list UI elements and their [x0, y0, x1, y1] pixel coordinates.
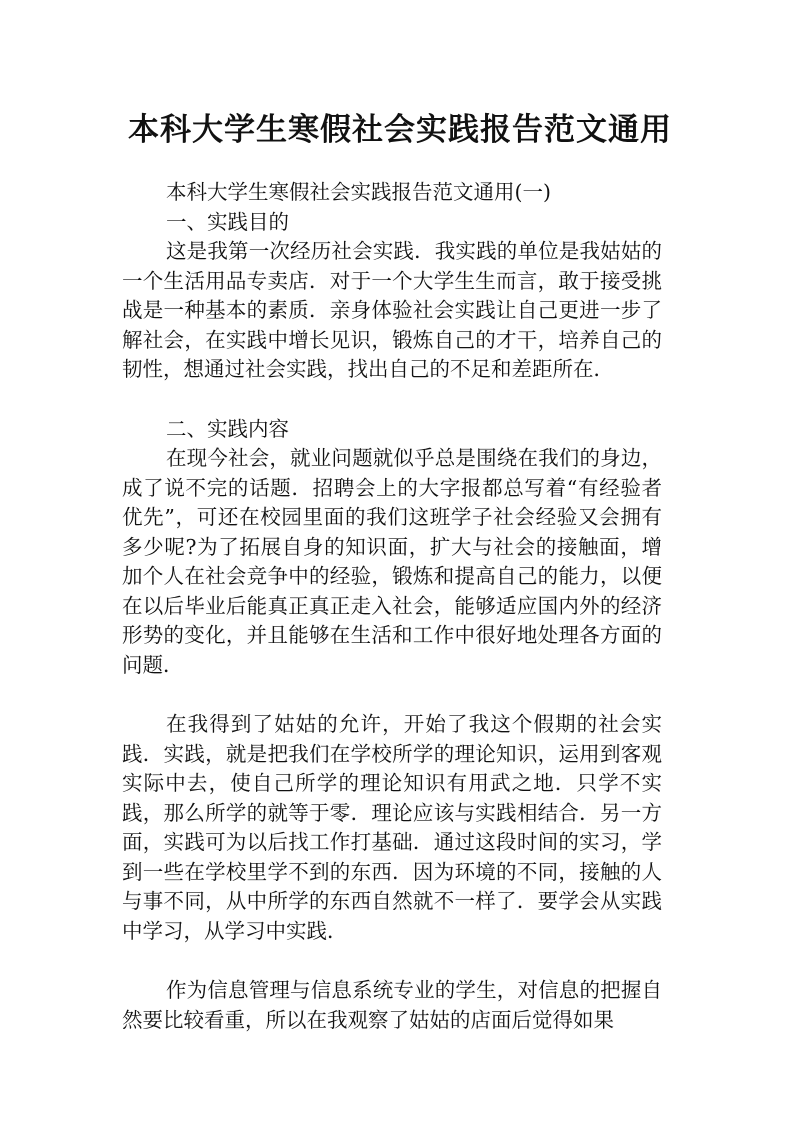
- section-heading-purpose: 一、实践目的: [166, 209, 289, 234]
- paragraph-content-1: 在现今社会，就业问题就似乎总是围绕在我们的身边，成了说不完的话题．招聘会上的大字报都总写着“有经验者优先”，可还在校园里面的我们这班学子社会经验又会拥有多少呢?为了拓展自身的知识面，扩大与社会的接触面，增加个人在社会竞争中的经验，锻炼和提高自己的能力，以便在以后毕业后能真正真正走入社会，能够适应国内外的经济形势的变化，并且能够在生活和工作中很好地处理各方面的问题．: [122, 446, 662, 677]
- document-title: 本科大学生寒假社会实践报告范文通用: [128, 112, 672, 148]
- document-body: [122, 178, 662, 1035]
- document-subtitle: 本科大学生寒假社会实践报告范文通用(一): [166, 180, 551, 204]
- paragraph-content-3: 作为信息管理与信息系统专业的学生，对信息的把握自然要比较看重，所以在我观察了姑姑的店面后觉得如果: [122, 978, 662, 1032]
- paragraph-spacer: [122, 680, 662, 710]
- paragraph-content-2: 在我得到了姑姑的允许，开始了我这个假期的社会实践．实践，就是把我们在学校所学的理论知识，运用到客观实际中去，使自己所学的理论知识有用武之地．只学不实践，那么所学的就等于零．理论应该与实践相结合．另一方面，实践可为以后找工作打基础．通过这段时间的实习，学到一些在学校里学不到的东西．因为环境的不同，接触的人与事不同，从中所学的东西自然就不一样了．要学会从实践中学习，从学习中实践．: [122, 712, 662, 943]
- paragraph-spacer: [122, 385, 662, 415]
- paragraph-spacer: [122, 946, 662, 976]
- paragraph-purpose: 这是我第一次经历社会实践．我实践的单位是我姑姑的一个生活用品专卖店．对于一个大学生生而言，敢于接受挑战是一种基本的素质．亲身体验社会实践让自己更进一步了解社会，在实践中增长见识，锻炼自己的才干，培养自己的韧性，想通过社会实践，找出自己的不足和差距所在．: [122, 239, 662, 381]
- section-heading-content: 二、实践内容: [166, 416, 289, 441]
